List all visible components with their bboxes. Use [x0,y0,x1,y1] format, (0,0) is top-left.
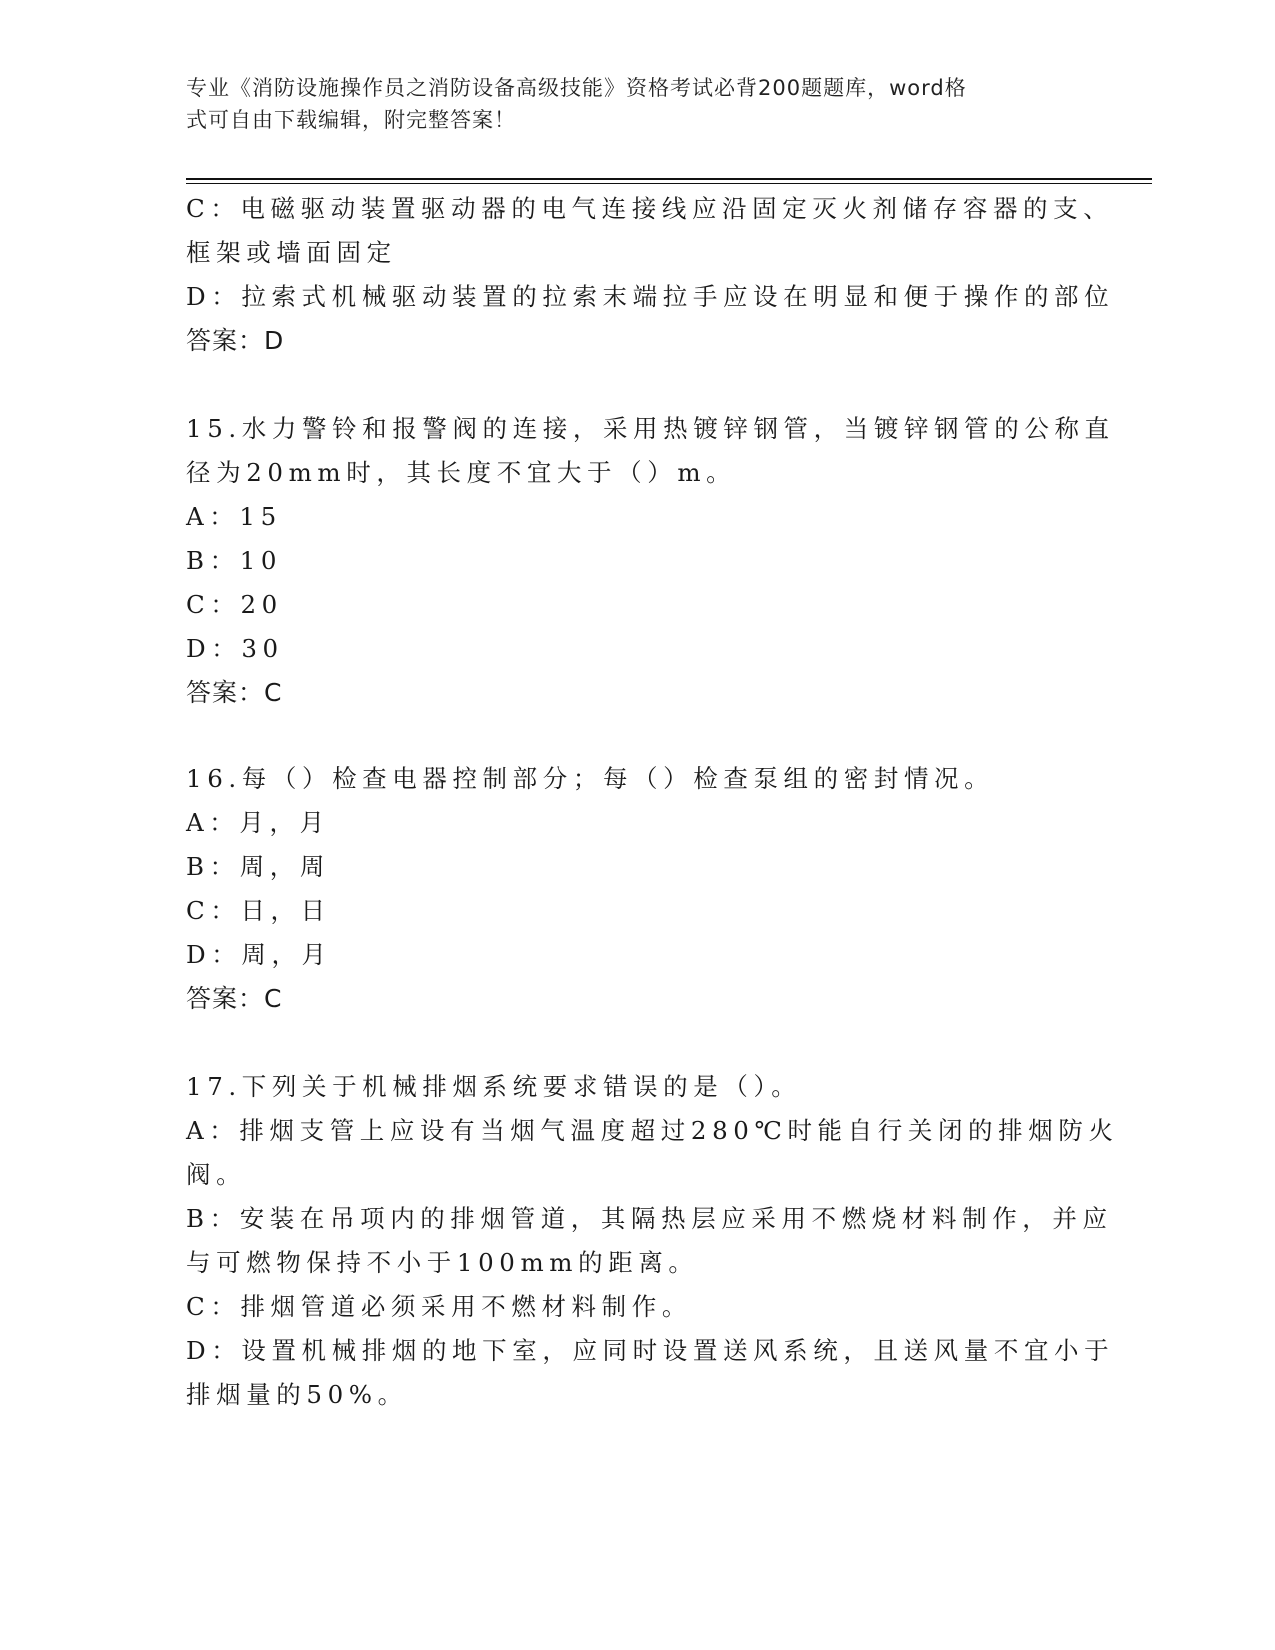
q15-answer: 答案：C [186,678,283,707]
header-line-2: 式可自由下载编辑，附完整答案！ [186,108,516,132]
q15-option-b: B：10 [186,546,283,575]
q16-answer: 答案：C [186,984,283,1013]
q17-option-a-line-2: 阀。 [186,1160,247,1189]
q17-option-d-line-2: 排烟量的50%。 [186,1380,408,1409]
q16-option-c: C：日，日 [186,896,331,925]
q17-option-b-line-1: B：安装在吊项内的排烟管道，其隔热层应采用不燃烧材料制作，并应 [186,1204,1113,1233]
q17-option-c: C：排烟管道必须采用不燃材料制作。 [186,1292,692,1321]
q16-option-a: A：月，月 [186,808,330,837]
q15-stem-line-1: 15.水力警铃和报警阀的连接，采用热镀锌钢管，当镀锌钢管的公称直 [186,414,1115,443]
q15-option-a: A：15 [186,502,282,531]
q17-stem: 17.下列关于机械排烟系统要求错误的是（）。 [186,1072,802,1101]
q14-answer: 答案：D [186,326,285,355]
q14-option-c-line-2: 框架或墙面固定 [186,238,397,267]
q15-option-d: D：30 [186,634,284,663]
q16-option-b: B：周，周 [186,852,331,881]
q15-stem-line-2: 径为20mm时，其长度不宜大于（）m。 [186,458,737,487]
header-line-1: 专业《消防设施操作员之消防设备高级技能》资格考试必背200题题库，word格 [186,76,967,100]
q17-option-b-line-2: 与可燃物保持不小于100mm的距离。 [186,1248,699,1277]
q15-option-c: C：20 [186,590,283,619]
q14-option-d: D：拉索式机械驱动装置的拉索末端拉手应设在明显和便于操作的部位 [186,282,1115,311]
q16-option-d: D：周，月 [186,940,332,969]
document-header [186,72,1066,136]
header-divider-thin [186,183,1152,184]
q16-stem: 16.每（）检查电器控制部分；每（）检查泵组的密封情况。 [186,764,995,793]
q14-option-c-line-1: C：电磁驱动装置驱动器的电气连接线应沿固定灭火剂储存容器的支、 [186,194,1114,223]
header-divider-thick [186,178,1152,180]
q17-option-d-line-1: D：设置机械排烟的地下室，应同时设置送风系统，且送风量不宜小于 [186,1336,1115,1365]
q17-option-a-line-1: A：排烟支管上应设有当烟气温度超过280℃时能自行关闭的排烟防火 [186,1116,1119,1145]
